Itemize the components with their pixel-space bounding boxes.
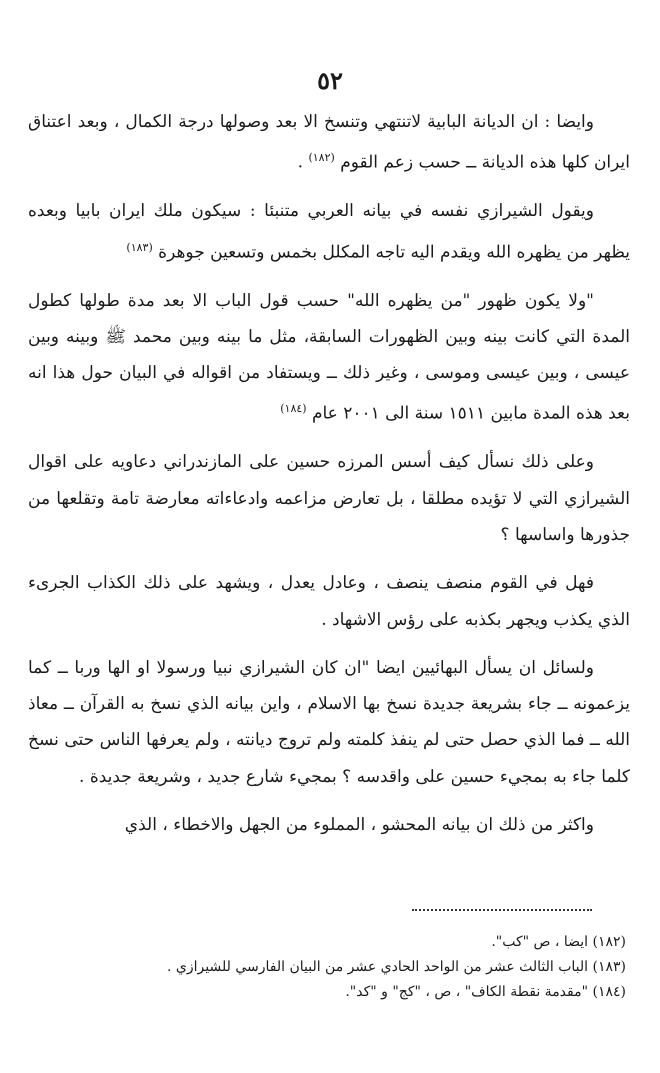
paragraph: فهل في القوم منصف ينصف ، وعادل يعدل ، ويشهد على ذلك الكذاب الجرىء الذي يكذب ويجهر بكذبه على رؤس الاشهاد . [28,573,630,630]
paragraph-text: وايضا : ان الديانة البابية لاتنتهي وتنسخ الا بعد وصولها درجة الكمال ، وبعد اعتناق ايران كلها هذه الديانة ــ حسب زعم القوم [28,112,630,173]
paragraph-text: ويقول الشيرازي نفسه في بيانه العربي متنبئا : سيكون ملك ايران بابيا وبعده يظهر من يظهره الله ويقدم اليه تاجه المكلل بخمس وتسعين جوهرة [28,201,630,263]
footnote-reference: (١٨٣) [126,240,153,254]
paragraph: وعلى ذلك نسأل كيف أسس المرزه حسين على المازندراني دعاويه على اقوال الشيرازي التي لا تؤيده مطلقا ، بل تعارض مزاعمه وادعاءاته معارضة تامة وتقلعها من جذورها واساسها ؟ [28,452,630,545]
paragraph [28,193,630,270]
paragraph: واكثر من ذلك ان بيانه المحشو ، المملوء من الجهل والاخطاء ، الذي [124,815,594,836]
paragraph: ولسائل ان يسأل البهائيين ايضا "ان كان الشيرازي نبيا ورسولا او الها وربا ــ كما يزعمونه ــ جاء بشريعة جديدة نسخ بها الاسلام ، واين بيانه الذي نسخ به القرآن ــ معاذ الله ــ فما الذي حصل حتى لم ينفذ كلمته ولم تروج ديانته ، ولم يعرفها الناس حتى نسخ كلما جاء به بمجيء حسين على واقدسه ؟ بمجيء شارع جديد ، وشريعة جديدة . [28,657,630,787]
footnote-separator [412,909,592,911]
paragraph-text: "ولا يكون ظهور "من يظهره الله" حسب قول الباب الا بعد مدة طولها كطول المدة التي كانت بينه وبين الظهورات السابقة، مثل ما بينه وبين محمد ﷺ وبينه وبين عيسى ، وبين عيسى وموسى ، وغير ذلك ــ ويستفاد من اقواله في البيان حول هذا انه بعد هذه المدة مابين ١٥١١ سنة الى ٢٠٠١ عام [28,290,630,425]
paragraph [28,283,630,433]
footnote: (١٨٢) ايضا ، ص "كب". [491,934,626,950]
body-text [28,104,630,843]
paragraph: وايضا : ان الديانة البابية لاتنتهي وتنسخ الا بعد وصولها درجة الكمال ، وبعد اعتناق ايران كلها هذه الديانة ــ حسب زعم القوم $^{(١٨٢)}$ . [28,112,630,173]
footnotes [28,930,626,1005]
footnote-reference: (١٨٢) [308,151,335,165]
footnote: (١٨٤) "مقدمة نقطة الكاف" ، ص ، "كج" و "كد". [345,984,626,1000]
footnote-reference: (١٨٤) [280,402,307,416]
page-number: ٥٢ [317,66,343,95]
footnote: (١٨٣) الباب الثالث عشر من الواحد الحادي عشر من البيان الفارسي للشيرازي . [167,959,626,975]
